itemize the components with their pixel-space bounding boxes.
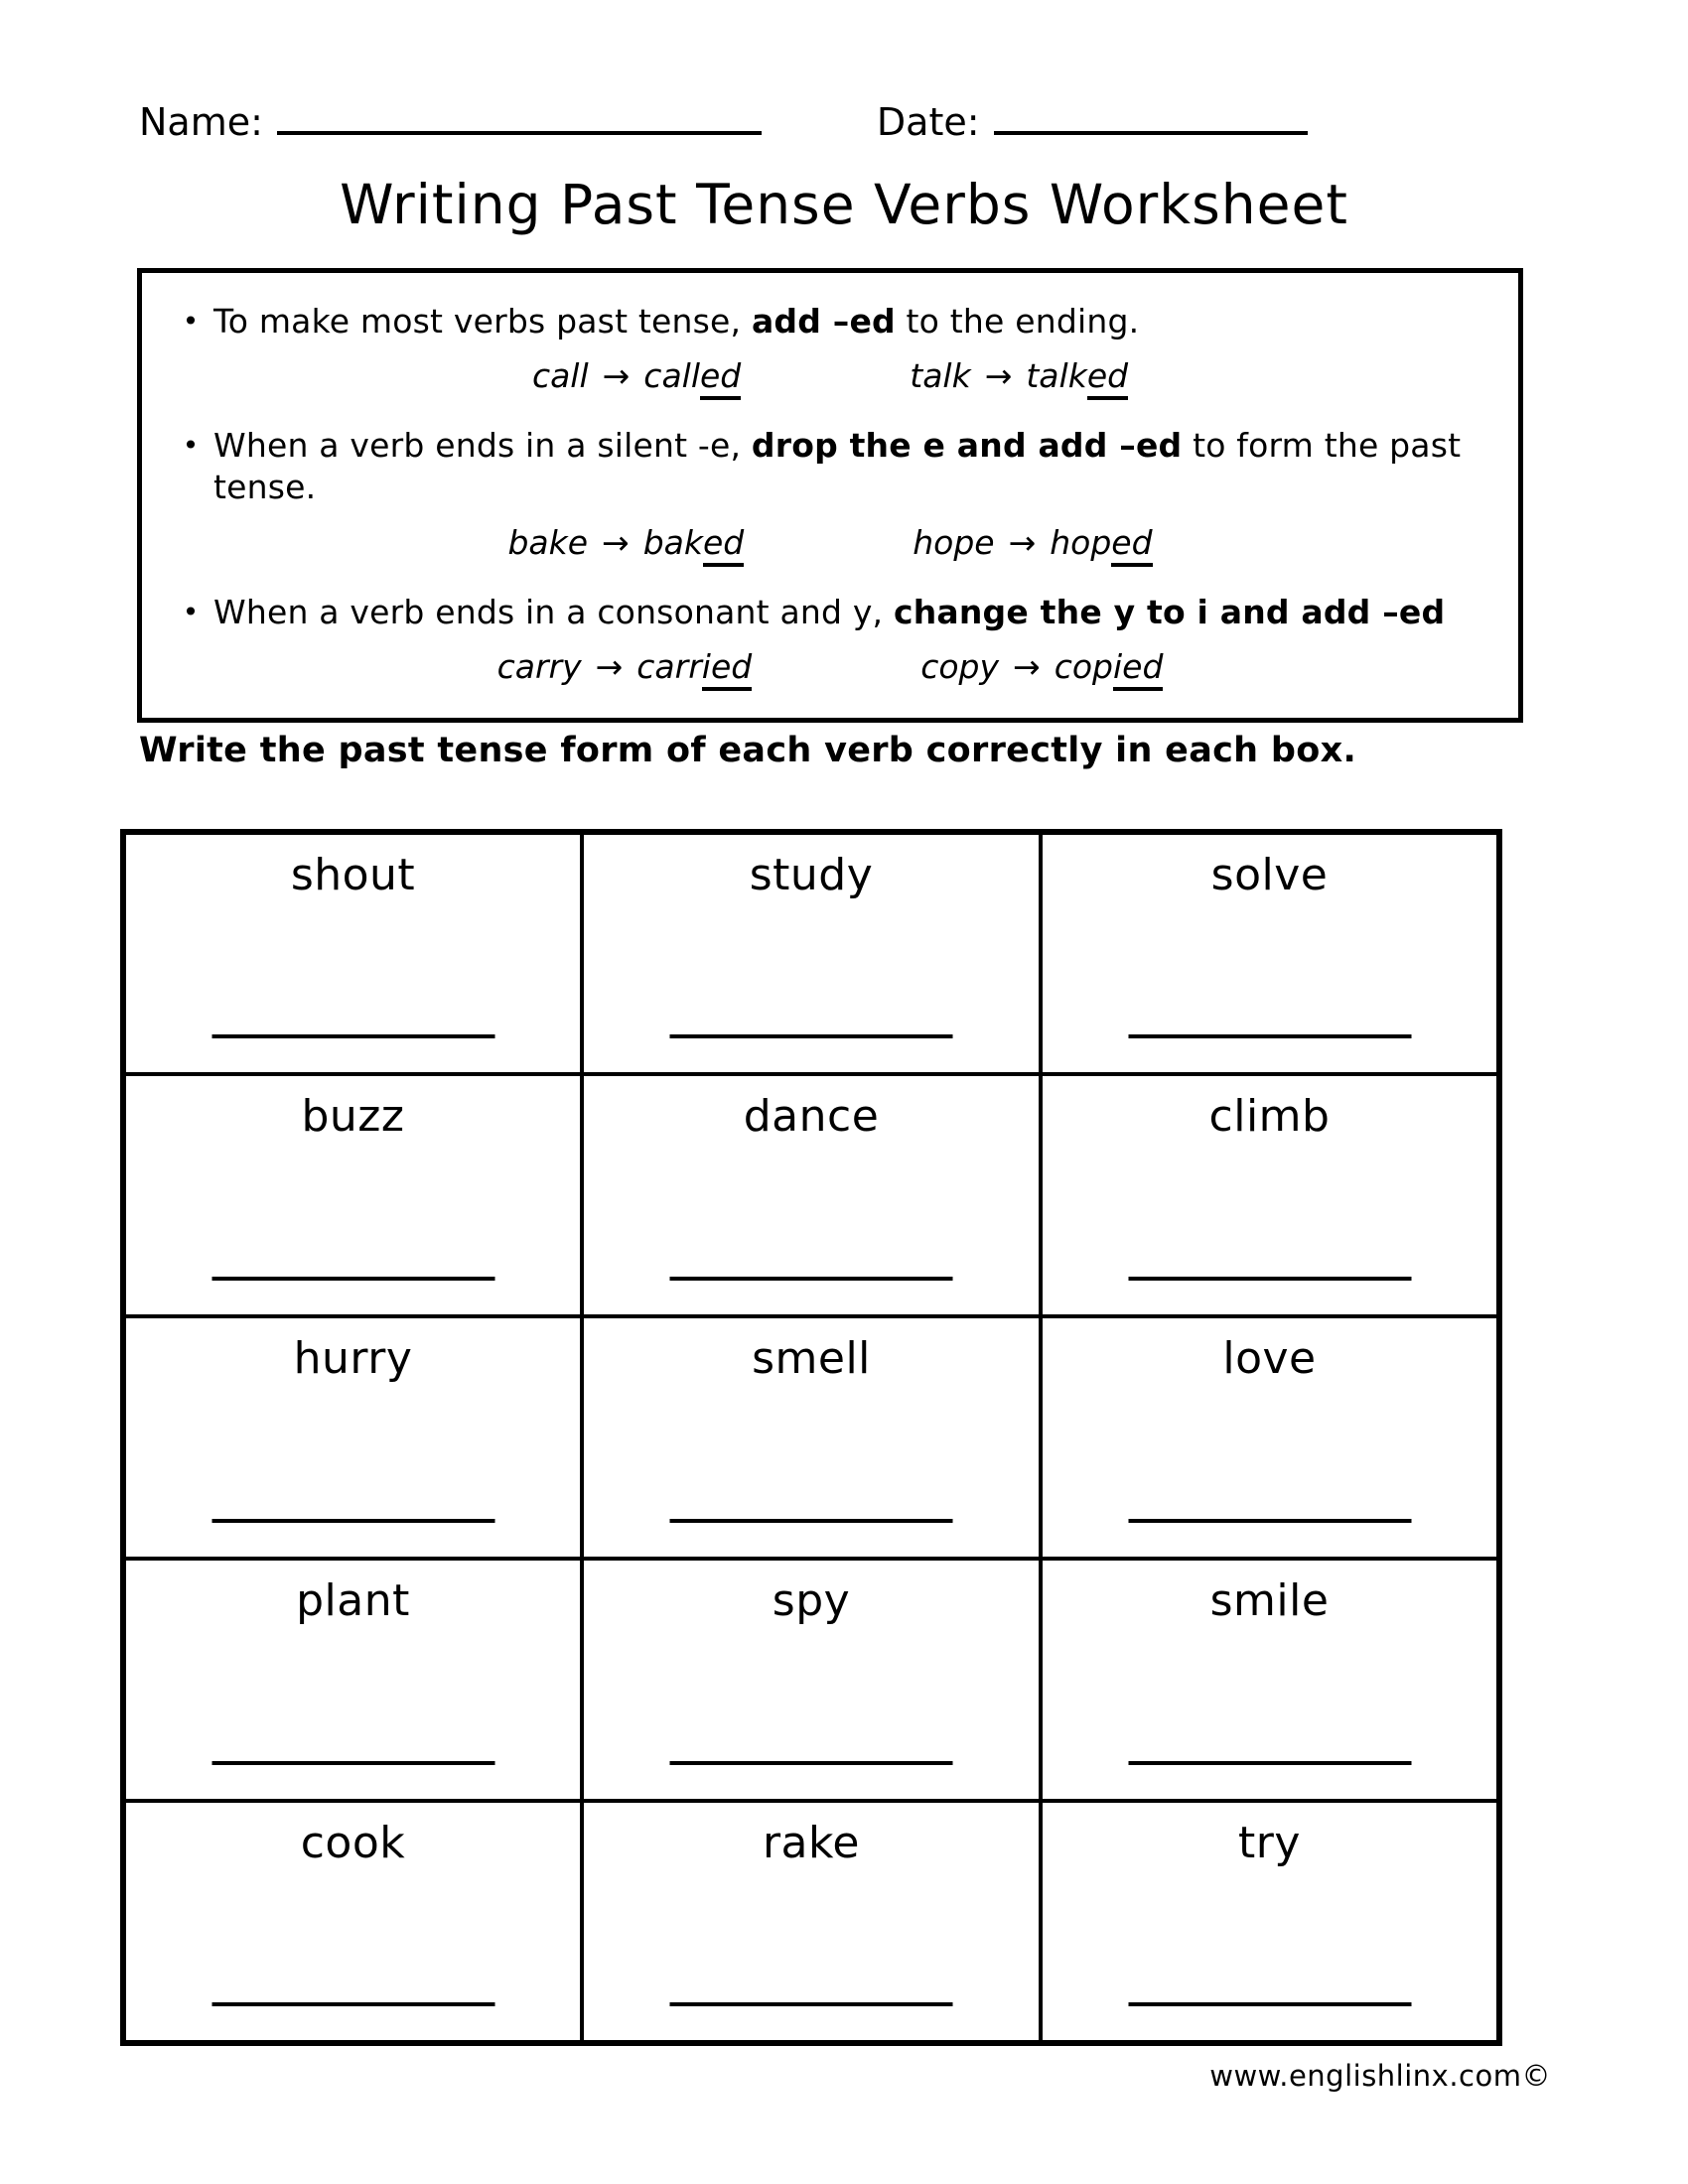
verb-cell — [123, 1316, 582, 1559]
example-pair — [920, 647, 1163, 686]
rule-text — [213, 425, 1477, 508]
verb-cell — [1041, 1316, 1499, 1559]
example-base-word: copy — [920, 646, 1000, 686]
rule-item-3 — [168, 592, 1492, 686]
arrow-icon: → — [984, 356, 1013, 396]
rule-examples — [168, 356, 1492, 395]
example-base-word: carry — [496, 646, 582, 686]
answer-blank-line[interactable] — [1128, 1034, 1411, 1038]
example-past-ending: ed — [703, 523, 744, 567]
date-label: Date: — [876, 100, 980, 144]
verb-cell — [123, 832, 582, 1074]
example-past-stem: cop — [1054, 646, 1113, 686]
example-past-stem: call — [643, 356, 700, 396]
instruction-text: Write the past tense form of each verb correctly in each box. — [139, 731, 1357, 770]
rule-line — [168, 425, 1492, 508]
rule-text-post: to form the past tense. — [213, 426, 1462, 507]
rule-text-bold: drop the e and add –ed — [751, 426, 1183, 466]
bullet-icon: • — [182, 595, 200, 628]
verb-word: love — [1222, 1333, 1317, 1384]
date-blank-line[interactable] — [994, 97, 1308, 135]
rule-text-pre: When a verb ends in a silent -e, — [213, 426, 752, 466]
answer-blank-line[interactable] — [670, 2002, 953, 2006]
footer-credit: www.englishlinx.com© — [1209, 2059, 1551, 2093]
name-blank-line[interactable] — [277, 97, 762, 135]
table-row — [123, 832, 1499, 1074]
rule-text — [213, 592, 1445, 633]
verb-cell — [582, 1074, 1041, 1316]
rules-box — [137, 268, 1523, 723]
verb-word: shout — [290, 850, 416, 900]
example-pair — [910, 356, 1128, 395]
example-base-word: hope — [913, 522, 995, 562]
verb-cell — [1041, 1074, 1499, 1316]
example-past-ending: ed — [1111, 523, 1152, 567]
header — [139, 97, 1308, 144]
example-past-stem: carr — [636, 646, 702, 686]
answer-blank-line[interactable] — [211, 1034, 494, 1038]
verb-cell — [582, 1559, 1041, 1801]
answer-blank-line[interactable] — [1128, 2002, 1411, 2006]
example-past-stem: talk — [1026, 356, 1087, 396]
example-pair — [507, 523, 744, 562]
example-past-ending: ied — [1113, 647, 1163, 691]
verb-word: try — [1238, 1818, 1301, 1868]
verb-word: smile — [1209, 1575, 1330, 1626]
answer-blank-line[interactable] — [211, 1761, 494, 1765]
verb-cell — [1041, 1559, 1499, 1801]
verb-table — [120, 829, 1502, 2046]
answer-blank-line[interactable] — [670, 1519, 953, 1523]
verb-cell — [123, 1801, 582, 2043]
verb-word: study — [749, 850, 874, 900]
rule-text-pre: When a verb ends in a consonant and y, — [213, 592, 894, 631]
example-pair — [532, 356, 741, 395]
rule-text-bold: change the y to i and add –ed — [893, 592, 1446, 631]
example-base-word: talk — [910, 356, 971, 396]
arrow-icon: → — [1013, 646, 1041, 686]
name-label: Name: — [139, 100, 263, 144]
answer-blank-line[interactable] — [1128, 1761, 1411, 1765]
table-row — [123, 1316, 1499, 1559]
answer-blank-line[interactable] — [1128, 1277, 1411, 1281]
verb-cell — [123, 1559, 582, 1801]
verb-cell — [123, 1074, 582, 1316]
rule-line — [168, 301, 1492, 342]
rule-examples — [168, 647, 1492, 686]
verb-cell — [1041, 832, 1499, 1074]
arrow-icon: → — [595, 646, 624, 686]
example-base-word: call — [531, 356, 589, 396]
verb-word: climb — [1208, 1091, 1331, 1142]
example-past-ending: ied — [702, 647, 752, 691]
answer-blank-line[interactable] — [211, 1519, 494, 1523]
table-row — [123, 1801, 1499, 2043]
arrow-icon: → — [602, 356, 631, 396]
page-title: Writing Past Tense Verbs Worksheet — [340, 173, 1348, 236]
rule-item-1 — [168, 301, 1492, 395]
verb-word: smell — [752, 1333, 871, 1384]
rule-text-post: to the ending. — [895, 302, 1140, 341]
example-past-stem: bak — [642, 522, 703, 562]
answer-blank-line[interactable] — [670, 1761, 953, 1765]
example-past-stem: hop — [1050, 522, 1112, 562]
answer-blank-line[interactable] — [670, 1034, 953, 1038]
answer-blank-line[interactable] — [211, 1277, 494, 1281]
arrow-icon: → — [1008, 522, 1037, 562]
table-row — [123, 1074, 1499, 1316]
verb-word: rake — [762, 1818, 861, 1868]
example-pair — [497, 647, 753, 686]
answer-blank-line[interactable] — [1128, 1519, 1411, 1523]
rule-text — [213, 301, 1139, 342]
example-pair — [913, 523, 1152, 562]
table-row — [123, 1559, 1499, 1801]
verb-word: buzz — [301, 1091, 405, 1142]
verb-word: plant — [296, 1575, 410, 1626]
verb-word: cook — [300, 1818, 406, 1868]
rule-item-2 — [168, 425, 1492, 561]
verb-word: dance — [743, 1091, 880, 1142]
bullet-icon: • — [182, 305, 200, 338]
example-past-ending: ed — [700, 356, 741, 400]
arrow-icon: → — [602, 522, 630, 562]
rule-text-pre: To make most verbs past tense, — [213, 302, 752, 341]
verb-cell — [582, 1801, 1041, 2043]
verb-cell — [1041, 1801, 1499, 2043]
rule-examples — [168, 523, 1492, 562]
verb-cell — [582, 832, 1041, 1074]
verb-word: hurry — [293, 1333, 413, 1384]
answer-blank-line[interactable] — [211, 2002, 494, 2006]
example-base-word: bake — [507, 522, 589, 562]
verb-word: spy — [772, 1575, 851, 1626]
rule-line — [168, 592, 1492, 633]
verb-word: solve — [1210, 850, 1329, 900]
verb-cell — [582, 1316, 1041, 1559]
rule-text-bold: add –ed — [751, 302, 896, 341]
bullet-icon: • — [182, 429, 200, 463]
example-past-ending: ed — [1087, 356, 1128, 400]
answer-blank-line[interactable] — [670, 1277, 953, 1281]
